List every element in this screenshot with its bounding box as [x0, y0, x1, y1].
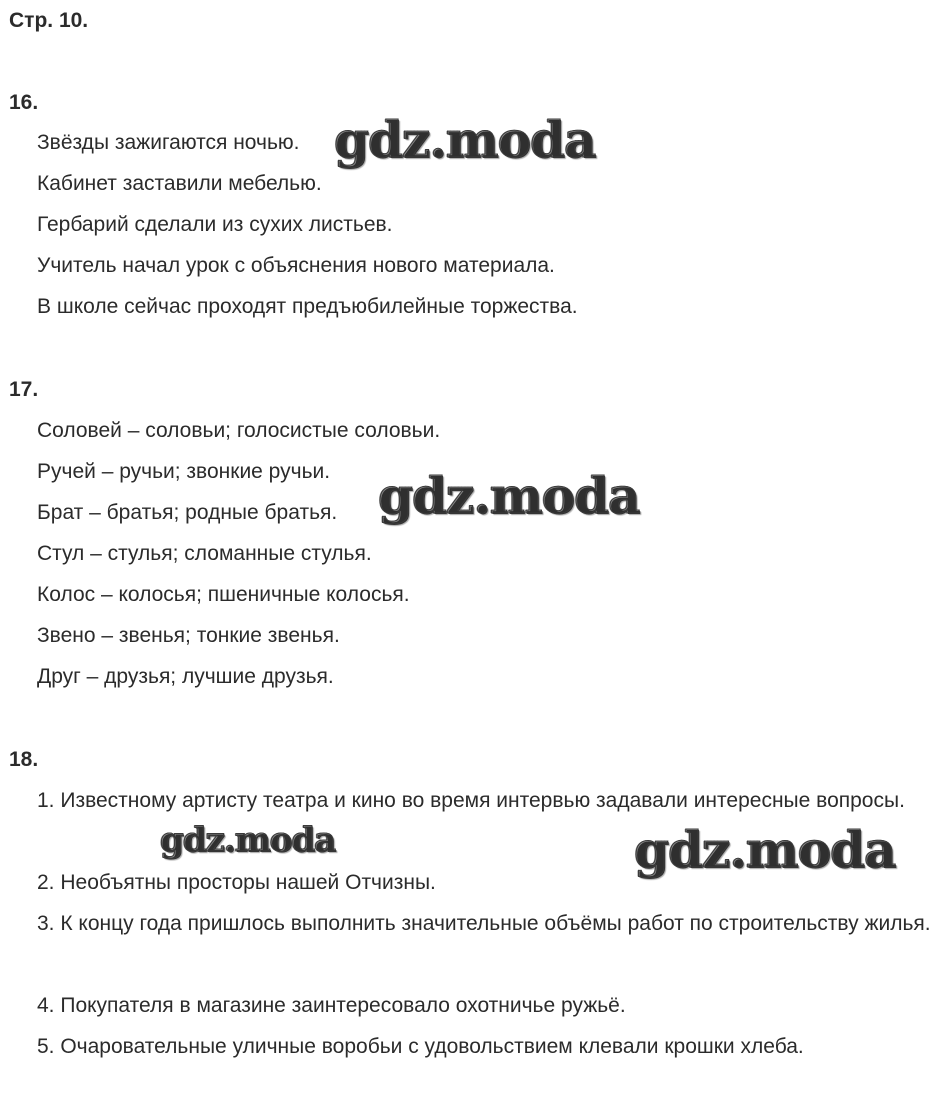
- ex18-item-5: 5. Очаровательные уличные воробьи с удовольствием клевали крошки хлеба.: [37, 1035, 804, 1058]
- ex17-line-5: Колос – колосья; пшеничные колосья.: [37, 583, 410, 606]
- ex17-line-3: Брат – братья; родные братья.: [37, 501, 338, 524]
- ex16-line-1: Звёзды зажигаются ночью.: [37, 131, 300, 154]
- watermark-logo-4: gdz.moda: [634, 820, 896, 879]
- watermark-logo-2: gdz.moda: [378, 466, 640, 525]
- ex16-line-4: Учитель начал урок с объяснения нового материала.: [37, 254, 555, 277]
- exercise-18-number: 18.: [9, 748, 39, 771]
- ex17-line-6: Звено – звенья; тонкие звенья.: [37, 624, 340, 647]
- watermark-logo-3: gdz.moda: [160, 820, 336, 860]
- ex16-line-5: В школе сейчас проходят предъюбилейные торжества.: [37, 295, 578, 318]
- ex16-line-3: Гербарий сделали из сухих листьев.: [37, 213, 393, 236]
- exercise-16-number: 16.: [9, 91, 39, 114]
- ex17-line-2: Ручей – ручьи; звонкие ручьи.: [37, 460, 331, 483]
- ex16-line-2: Кабинет заставили мебелью.: [37, 172, 322, 195]
- page-label: Стр. 10.: [9, 9, 89, 32]
- ex17-line-7: Друг – друзья; лучшие друзья.: [37, 665, 334, 688]
- ex18-item-1: 1. Известному артисту театра и кино во время интервью задавали интересные вопросы.: [37, 789, 905, 812]
- ex18-item-3: 3. К концу года пришлось выполнить значительные объёмы работ по строительству жилья.: [37, 912, 931, 935]
- ex17-line-4: Стул – стулья; сломанные стулья.: [37, 542, 372, 565]
- ex18-item-2: 2. Необъятны просторы нашей Отчизны.: [37, 871, 436, 894]
- ex18-item-4: 4. Покупателя в магазине заинтересовало охотничье ружьё.: [37, 994, 626, 1017]
- ex17-line-1: Соловей – соловьи; голосистые соловьи.: [37, 419, 441, 442]
- watermark-logo-1: gdz.moda: [334, 110, 596, 169]
- exercise-17-number: 17.: [9, 378, 39, 401]
